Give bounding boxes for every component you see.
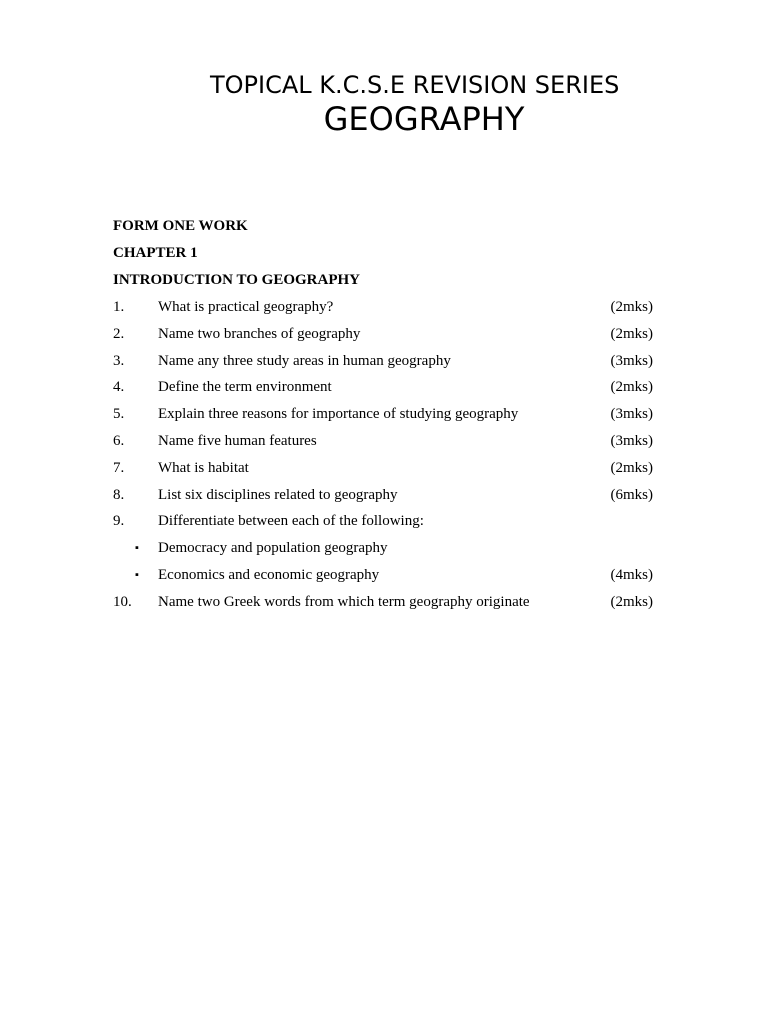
subject-title: GEOGRAPHY [323, 100, 525, 138]
series-title: TOPICAL K.C.S.E REVISION SERIES [210, 71, 620, 99]
question-item [113, 428, 658, 455]
question-item [113, 589, 658, 616]
question-number: 2. [113, 325, 125, 342]
question-text: Explain three reasons for importance of studying geography [158, 406, 519, 423]
question-item [113, 401, 658, 428]
question-number: 5. [113, 406, 125, 423]
question-item [113, 482, 658, 509]
question-text: Name five human features [158, 432, 317, 449]
question-marks: (3mks) [610, 352, 653, 369]
document-body [113, 213, 658, 616]
question-number: 8. [113, 486, 125, 503]
topic-heading: INTRODUCTION TO GEOGRAPHY [113, 272, 360, 288]
question-marks: (6mks) [610, 486, 653, 503]
question-number: 4. [113, 379, 125, 396]
question-item [113, 348, 658, 375]
question-text: List six disciplines related to geography [158, 486, 398, 503]
question-item [113, 455, 658, 482]
question-marks: (2mks) [610, 593, 653, 610]
sub-list-item [113, 535, 658, 562]
square-bullet-icon: ▪ [135, 568, 139, 581]
question-text: Define the term environment [158, 379, 332, 396]
question-item [113, 321, 658, 348]
square-bullet-icon: ▪ [135, 542, 139, 555]
question-text: Name two Greek words from which term geography originate [158, 593, 530, 610]
question-item [113, 508, 658, 535]
question-marks: (3mks) [610, 432, 653, 449]
question-number: 6. [113, 432, 125, 449]
question-item [113, 294, 658, 321]
question-text: Differentiate between each of the following: [158, 513, 424, 530]
question-text: Name two branches of geography [158, 325, 361, 342]
question-text: What is practical geography? [158, 299, 334, 315]
question-marks: (3mks) [610, 406, 653, 423]
sub-item-text: Economics and economic geography [158, 566, 380, 583]
question-number: 3. [113, 352, 125, 369]
question-number: 7. [113, 459, 125, 476]
sub-item-text: Democracy and population geography [158, 540, 388, 557]
question-marks: (2mks) [610, 379, 653, 396]
chapter-heading: CHAPTER 1 [113, 245, 198, 261]
question-number: 1. [113, 299, 125, 315]
question-number: 9. [113, 513, 125, 530]
question-item [113, 374, 658, 401]
question-marks: (2mks) [610, 325, 653, 342]
sub-list-item [113, 562, 658, 589]
question-marks: (2mks) [610, 299, 653, 315]
question-marks: (2mks) [610, 459, 653, 476]
form-heading: FORM ONE WORK [113, 218, 248, 234]
question-text: What is habitat [158, 459, 249, 476]
question-text: Name any three study areas in human geography [158, 352, 451, 369]
sub-item-marks: (4mks) [610, 566, 653, 583]
question-number: 10. [113, 593, 132, 610]
